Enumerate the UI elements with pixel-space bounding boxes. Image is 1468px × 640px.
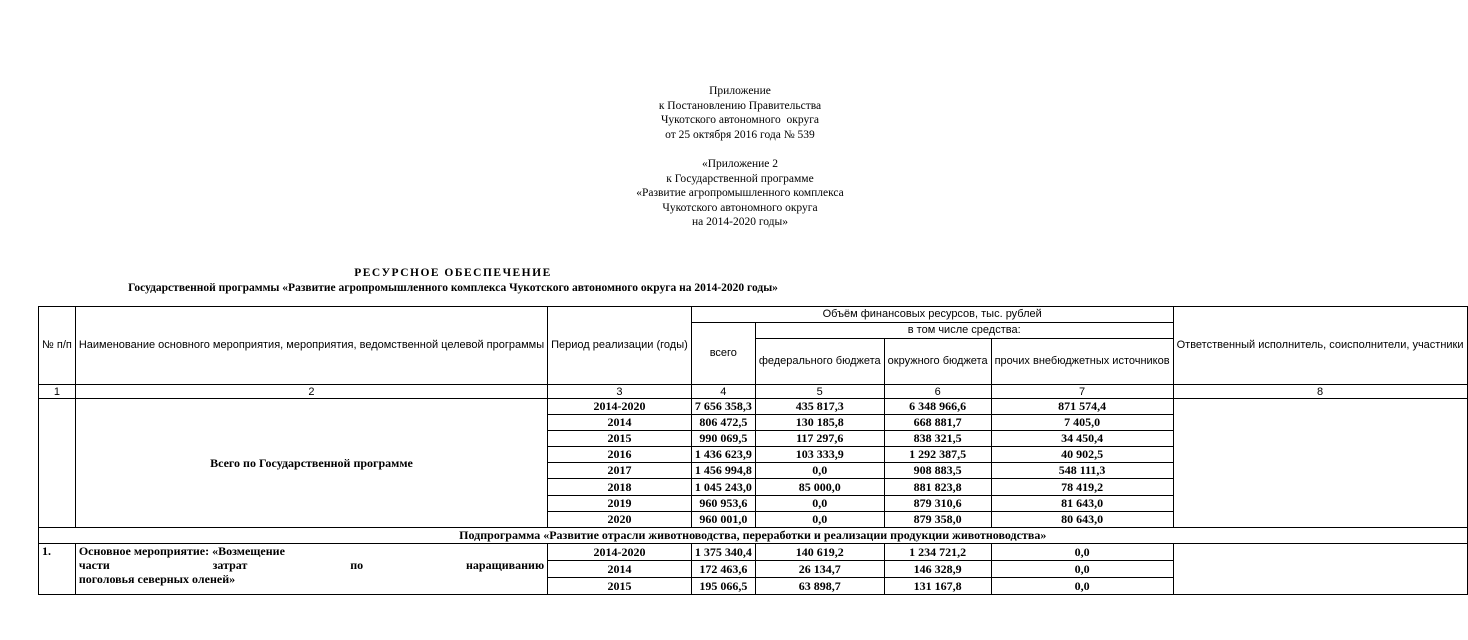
district-cell: 879 358,0 — [884, 512, 991, 528]
header-period: Период реализации (годы) — [548, 307, 692, 385]
header-name: Наименование основного мероприятия, мероприятия, ведомственной целевой программы — [75, 307, 547, 385]
col-number: 7 — [991, 385, 1173, 399]
measure-label — [75, 544, 547, 595]
measure-num: 1. — [39, 544, 76, 595]
district-cell: 881 823,8 — [884, 479, 991, 496]
header-federal: федерального бюджета — [755, 339, 884, 385]
other-cell: 81 643,0 — [991, 496, 1173, 512]
total-num-cell — [39, 399, 76, 528]
header-volume: Объём финансовых ресурсов, тыс. рублей — [691, 307, 1173, 323]
federal-cell: 63 898,7 — [755, 578, 884, 595]
district-cell: 131 167,8 — [884, 578, 991, 595]
measure-label-line: Основное мероприятие: «Возмещение — [78, 544, 285, 558]
subprogram-title: Подпрограмма «Развитие отрасли животноводства, переработки и реализации продукции животноводства» — [39, 528, 1468, 544]
district-cell: 146 328,9 — [884, 561, 991, 578]
header-responsible: Ответственный исполнитель, соисполнители, участники — [1173, 307, 1467, 385]
other-cell: 0,0 — [991, 544, 1173, 561]
period-cell: 2016 — [548, 447, 692, 463]
appendix-line: «Развитие агропромышленного комплекса — [636, 187, 844, 199]
measure-label-line: поголовья северных оленей» — [78, 572, 236, 586]
district-cell: 908 883,5 — [884, 463, 991, 479]
federal-cell: 130 185,8 — [755, 415, 884, 431]
district-cell: 838 321,5 — [884, 431, 991, 447]
other-cell: 548 111,3 — [991, 463, 1173, 479]
period-cell: 2019 — [548, 496, 692, 512]
other-cell: 80 643,0 — [991, 512, 1173, 528]
period-cell: 2015 — [548, 578, 692, 595]
federal-cell: 117 297,6 — [755, 431, 884, 447]
total-cell: 806 472,5 — [691, 415, 755, 431]
total-cell: 1 436 623,9 — [691, 447, 755, 463]
total-cell: 960 953,6 — [691, 496, 755, 512]
header-including: в том числе средства: — [755, 323, 1173, 339]
inner-appendix-block — [590, 157, 890, 230]
period-cell: 2020 — [548, 512, 692, 528]
col-number: 5 — [755, 385, 884, 399]
federal-cell: 85 000,0 — [755, 479, 884, 496]
federal-cell: 0,0 — [755, 512, 884, 528]
total-cell: 960 001,0 — [691, 512, 755, 528]
other-cell: 0,0 — [991, 578, 1173, 595]
other-cell: 7 405,0 — [991, 415, 1173, 431]
header-num: № п/п — [39, 307, 76, 385]
total-cell: 7 656 358,3 — [691, 399, 755, 415]
period-cell: 2014-2020 — [548, 544, 692, 561]
district-cell: 1 234 721,2 — [884, 544, 991, 561]
document-subtitle: Государственной программы «Развитие агропромышленного комплекса Чукотского автономного округа на 2014-2020 годы» — [128, 282, 778, 294]
other-cell: 40 902,5 — [991, 447, 1173, 463]
col-number: 2 — [75, 385, 547, 399]
total-cell: 1 375 340,4 — [691, 544, 755, 561]
other-cell: 34 450,4 — [991, 431, 1173, 447]
appendix-line: Чукотского автономного округа — [662, 201, 818, 214]
appendix-block — [590, 84, 890, 142]
col-number: 4 — [691, 385, 755, 399]
federal-cell: 0,0 — [755, 496, 884, 512]
measure-label-line: части затрат по наращиванию — [78, 558, 545, 572]
period-cell: 2017 — [548, 463, 692, 479]
header-total: всего — [691, 323, 755, 385]
total-label: Всего по Государственной программе — [75, 399, 547, 528]
appendix-line: от 25 октября 2016 года № 539 — [665, 128, 815, 141]
total-cell: 172 463,6 — [691, 561, 755, 578]
federal-cell: 0,0 — [755, 463, 884, 479]
federal-cell: 140 619,2 — [755, 544, 884, 561]
appendix-line: к Постановлению Правительства — [658, 99, 822, 112]
total-cell: 195 066,5 — [691, 578, 755, 595]
appendix-line: Приложение — [709, 85, 771, 97]
total-row — [39, 399, 1468, 415]
district-cell: 668 881,7 — [884, 415, 991, 431]
district-cell: 6 348 966,6 — [884, 399, 991, 415]
document-titles — [40, 266, 866, 296]
district-cell: 1 292 387,5 — [884, 447, 991, 463]
total-cell: 990 069,5 — [691, 431, 755, 447]
responsible-cell — [1173, 544, 1467, 595]
other-cell: 0,0 — [991, 561, 1173, 578]
period-cell: 2014 — [548, 415, 692, 431]
appendix-line: на 2014-2020 годы» — [691, 216, 788, 228]
appendix-line: «Приложение 2 — [701, 158, 779, 170]
period-cell: 2014 — [548, 561, 692, 578]
period-cell: 2015 — [548, 431, 692, 447]
other-cell: 871 574,4 — [991, 399, 1173, 415]
other-cell: 78 419,2 — [991, 479, 1173, 496]
district-cell: 879 310,6 — [884, 496, 991, 512]
federal-cell: 26 134,7 — [755, 561, 884, 578]
document-title: РЕСУРСНОЕ ОБЕСПЕЧЕНИЕ — [354, 267, 552, 279]
header-district: окружного бюджета — [884, 339, 991, 385]
appendix-line: к Государственной программе — [666, 172, 814, 185]
total-cell: 1 045 243,0 — [691, 479, 755, 496]
col-number: 1 — [39, 385, 76, 399]
responsible-cell — [1173, 399, 1467, 528]
federal-cell: 103 333,9 — [755, 447, 884, 463]
col-number: 3 — [548, 385, 692, 399]
resource-table — [38, 306, 1468, 595]
col-number: 6 — [884, 385, 991, 399]
period-cell: 2014-2020 — [548, 399, 692, 415]
period-cell: 2018 — [548, 479, 692, 496]
total-cell: 1 456 994,8 — [691, 463, 755, 479]
col-number: 8 — [1173, 385, 1467, 399]
measure-row — [39, 544, 1468, 561]
header-other: прочих внебюджетных источников — [991, 339, 1173, 385]
appendix-line: Чукотского автономного округа — [660, 114, 820, 126]
federal-cell: 435 817,3 — [755, 399, 884, 415]
